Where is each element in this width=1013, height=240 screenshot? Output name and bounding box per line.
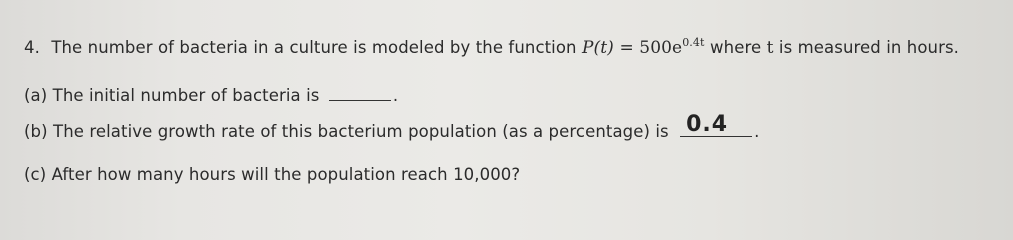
- question-stem: [24, 36, 959, 58]
- function-eq: = 500e: [619, 38, 683, 58]
- part-b-answer-blank[interactable]: [680, 112, 752, 137]
- time-variable: t: [766, 38, 774, 58]
- part-b-answer: 0.4: [686, 112, 729, 137]
- question-text-where: where: [710, 38, 762, 57]
- function-lhs: P(t): [581, 38, 614, 58]
- part-a-period: .: [392, 86, 399, 105]
- question-text-end: is measured in hours.: [778, 38, 960, 57]
- function-exponent: 0.4t: [682, 36, 705, 49]
- part-c-label: (c): [24, 165, 47, 184]
- part-a: [24, 86, 398, 105]
- part-a-text: The initial number of bacteria is: [52, 86, 320, 105]
- part-a-answer-blank[interactable]: [329, 86, 391, 101]
- question-text: The number of bacteria in a culture is modeled by the function: [51, 38, 577, 57]
- function-formula: [582, 38, 710, 58]
- part-b-text: The relative growth rate of this bacterium population (as a percentage) is: [53, 122, 669, 141]
- part-c-text: After how many hours will the population reach 10,000?: [51, 165, 521, 184]
- part-b-period: .: [754, 122, 760, 141]
- part-b-label: (b): [24, 122, 48, 141]
- part-b: [24, 112, 760, 141]
- part-a-label: (a): [24, 86, 48, 105]
- part-c: [24, 165, 520, 184]
- question-number: 4.: [24, 38, 40, 57]
